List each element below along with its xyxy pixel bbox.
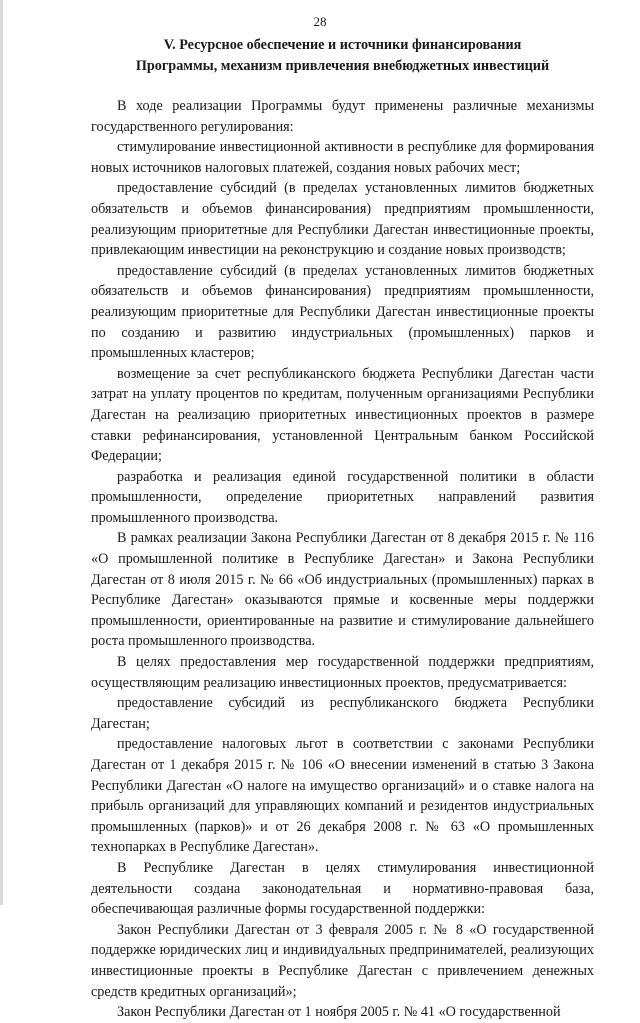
paragraph: предоставление налоговых льгот в соответствии с законами Республики Дагестан от 1 декабря 2015 г. № 106 «О внесении изменений в статью 3 Закона Республики Дагестан «О налоге на имущество организаций» и о ставке налога на прибыль организаций для управляющих компаний и резидентов индустриальных промышленных (парков)» и от 26 декабря 2008 г. № 63 «О промышленных технопарках в Республике Дагестан».: [91, 736, 594, 856]
paragraph: Закон Республики Дагестан от 1 ноября 2005 г. № 41 «О государственной: [117, 1004, 561, 1021]
scan-edge: [0, 0, 3, 905]
paragraph: возмещение за счет республиканского бюджета Республики Дагестан части затрат на уплату процентов по кредитам, полученным организациями Республики Дагестан на реализацию приоритетных инвестиционных проектов в размере ставки рефинансирования, установленной Центральным банком Российской Федерации;: [91, 365, 594, 465]
paragraph: предоставление субсидий (в пределах установленных лимитов бюджетных обязательств и объемов финансирования) предприятиям промышленности, реализующим приоритетные для Республики Дагестан инвестиционные проекты по созданию и развитию индустриальных (промышленных) парков и промышленных кластеров;: [91, 262, 594, 362]
paragraph: В рамках реализации Закона Республики Дагестан от 8 декабря 2015 г. № 116 «О промышленной политике в Республике Дагестан» и Закона Республики Дагестан от 8 июля 2015 г. № 66 «Об индустриальных (промышленных) парках в Республике Дагестан» оказываются прямые и косвенные меры поддержки промышленности, ориентированные на развитие и стимулирование дальнейшего роста промышленного производства.: [91, 530, 594, 650]
paragraph: В целях предоставления мер государственной поддержки предприятиям, осуществляющим реализацию инвестиционных проектов, предусматривается:: [91, 654, 594, 691]
heading-line-1: V. Ресурсное обеспечение и источники финансирования: [163, 37, 522, 53]
paragraph: разработка и реализация единой государственной политики в области промышленности, определение приоритетных направлений развития промышленного производства.: [91, 468, 594, 526]
paragraph: В ходе реализации Программы будут применены различные механизмы государственного регулирования:: [91, 98, 594, 135]
paragraph: В Республике Дагестан в целях стимулирования инвестиционной деятельности создана законодательная и нормативно-правовая база, обеспечивающая различные формы государственной поддержки:: [91, 859, 594, 918]
section-heading: [91, 35, 594, 77]
paragraph: стимулирование инвестиционной активности в республике для формирования новых источников налоговых платежей, создания новых рабочих мест;: [91, 139, 594, 176]
heading-line-2: Программы, механизм привлечения внебюджетных инвестиций: [135, 58, 550, 74]
paragraph: Закон Республики Дагестан от 3 февраля 2005 г. № 8 «О государственной поддержке юридических лиц и индивидуальных предпринимателей, реализующих инвестиционные проекты в Республике Дагестан с привлечением денежных средств кредитных организаций»;: [91, 921, 594, 1000]
paragraph: предоставление субсидий из республиканского бюджета Республики Дагестан;: [91, 695, 594, 732]
paragraph: предоставление субсидий (в пределах установленных лимитов бюджетных обязательств и объемов финансирования) предприятиям промышленности, реализующим приоритетные для Республики Дагестан инвестиционные проекты, привлекающим инвестиции на реконструкцию и создание новых производств;: [91, 180, 594, 259]
page-number: 28: [313, 14, 327, 29]
document-body: [91, 96, 594, 1023]
